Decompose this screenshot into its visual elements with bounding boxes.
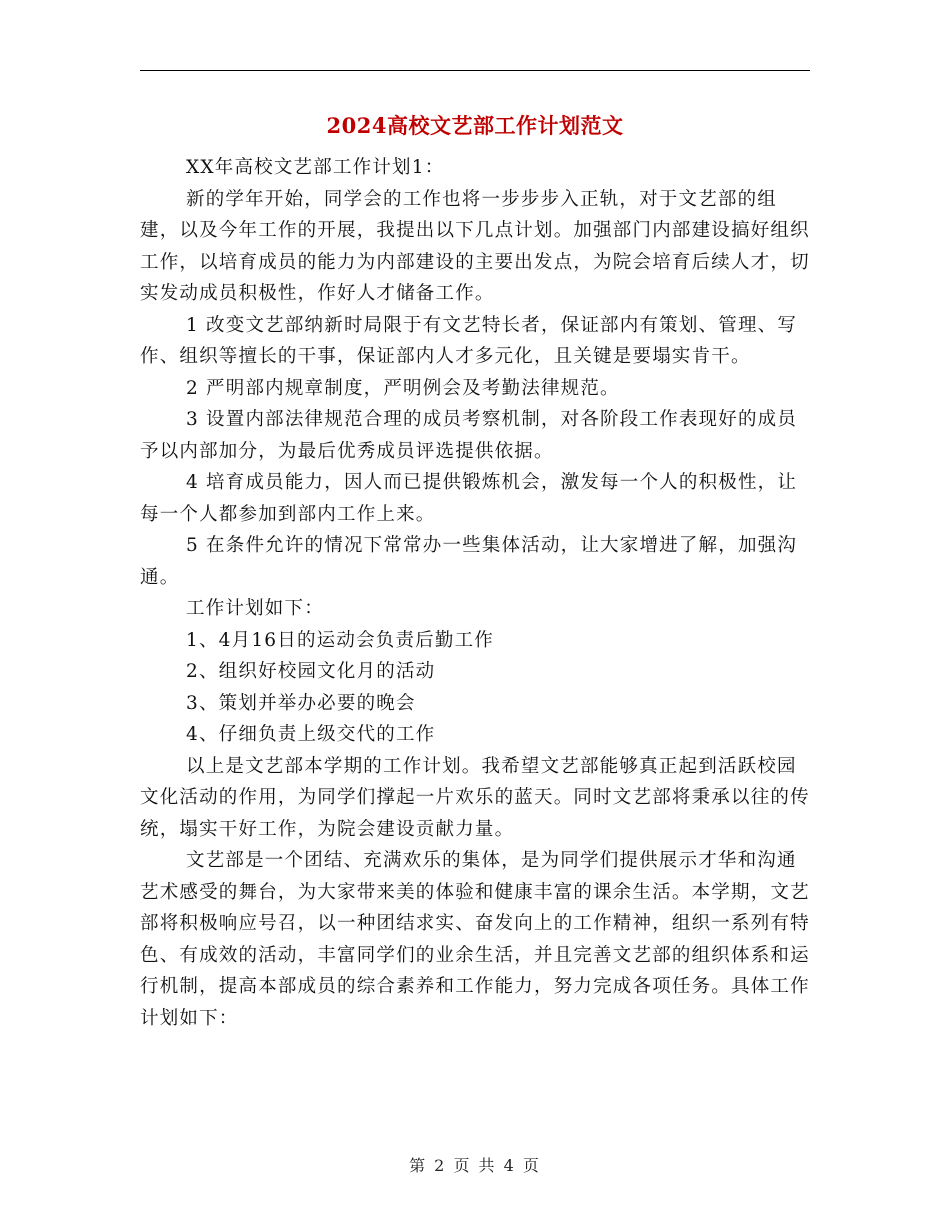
header-rule [140, 70, 810, 71]
paragraph-point-1: 1 改变文艺部纳新时局限于有文艺特长者，保证部内有策划、管理、写作、组织等擅长的干事，保证部内人才多元化，且关键是要塌实肯干。 [140, 314, 798, 367]
paragraph-summary: 以上是文艺部本学期的工作计划。我希望文艺部能够真正起到活跃校园文化活动的作用，为同学们撑起一片欢乐的蓝天。同时文艺部将秉承以往的传统，塌实干好工作，为院会建设贡献力量。 [140, 755, 810, 840]
paragraph-point-5: 5 在条件允许的情况下常常办一些集体活动，让大家增进了解，加强沟通。 [140, 535, 798, 588]
list-item: 3、策划并举办必要的晚会 [186, 692, 416, 714]
paragraph-point-4: 4 培育成员能力，因人而已提供锻炼机会，激发每一个人的积极性，让每一个人都参加到部内工作上来。 [140, 472, 798, 525]
list-item: 4、仔细负责上级交代的工作 [186, 724, 436, 745]
document-body [140, 152, 810, 1034]
list-item: 1、4月16日的运动会负责后勤工作 [186, 629, 494, 651]
page-number: 第 2 页 共 4 页 [409, 1156, 541, 1175]
document-title: 2024高校文艺部工作计划范文 [326, 113, 624, 138]
paragraph-schedule-heading: 工作计划如下： [186, 598, 324, 619]
paragraph-description: 文艺部是一个团结、充满欢乐的集体，是为同学们提供展示才华和沟通艺术感受的舞台，为大家带来美的体验和健康丰富的课余生活。本学期，文艺部将积极响应号召，以一种团结求实、奋发向上的工作精神，组织一系列有特色、有成效的活动，丰富同学们的业余生活，并且完善文艺部的组织体系和运行机制，提高本部成员的综合素养和工作能力，努力完成各项任务。具体工作计划如下： [140, 850, 810, 1029]
list-item: 2、组织好校园文化月的活动 [186, 661, 436, 682]
paragraph-plan-heading: XX年高校文艺部工作计划1： [186, 157, 445, 178]
paragraph-point-2: 2 严明部内规章制度，严明例会及考勤法律规范。 [186, 377, 620, 399]
paragraph-intro: 新的学年开始，同学会的工作也将一步步步入正轨，对于文艺部的组建，以及今年工作的开展，我提出以下几点计划。加强部门内部建设搞好组织工作，以培育成员的能力为内部建设的主要出发点，为院会培育后续人才，切实发动成员积极性，作好人才储备工作。 [140, 188, 810, 304]
paragraph-point-3: 3 设置内部法律规范合理的成员考察机制，对各阶段工作表现好的成员予以内部加分，为最后优秀成员评选提供依据。 [140, 409, 798, 462]
